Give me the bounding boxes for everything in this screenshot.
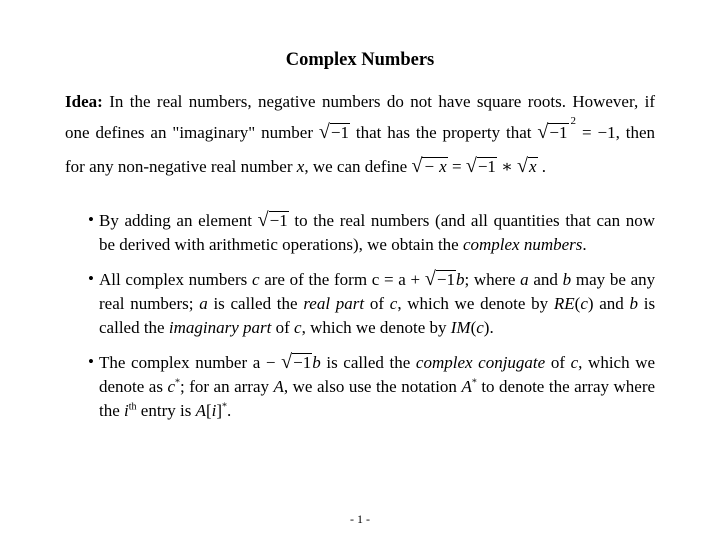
idea-text: In the real numbers, negative numbers do not have square roots. However, if one defines an "imaginary" number [65, 92, 655, 142]
page-title: Complex Numbers [285, 50, 435, 70]
sqrt-x: √x [516, 155, 537, 177]
sqrt-neg1: √−1 [465, 155, 496, 177]
variable-x: x [296, 157, 305, 176]
list-item: • By adding an element √−1 to the real numbers (and all quantities that can now be derived with arithmetic operations), we obtain the complex numbers. [88, 209, 656, 254]
idea-text: that has the property that [355, 123, 532, 142]
conjugate-expression: a − [252, 353, 276, 372]
idea-label: Idea: [65, 92, 103, 111]
sqrt-neg1-squared: √−1 [537, 121, 568, 143]
bullet-list [88, 208, 655, 433]
sqrt-neg1: √−1 [424, 268, 455, 290]
sqrt-neg1: √−1 [281, 351, 312, 373]
equals: = [451, 157, 462, 176]
sqrt-neg1: √−1 [257, 209, 288, 231]
notation-re: RE [553, 294, 575, 313]
notation-im: IM [450, 318, 471, 337]
equation: = −1 [582, 123, 616, 142]
term-imaginary-part: imaginary part [168, 318, 272, 337]
multiply-operator: ∗ [501, 157, 513, 176]
term-complex-conjugate: complex conjugate [415, 353, 546, 372]
term-real-part: real part [303, 294, 365, 313]
sqrt-neg-x: √− x [411, 155, 447, 177]
form-expression: c = a + [371, 270, 421, 289]
idea-paragraph: Idea: In the real numbers, negative numbers do not have square roots. However, if one defines an "imaginary" number √−1 that has the property that $√-1^2= -1$, then for any non-negative real number x, we can define √− x = √−1 ∗ √x . [65, 86, 655, 182]
idea-text: , then for any non-negative real number [65, 123, 655, 176]
list-item: • The complex number a − √−1b is called the complex conjugate of c, which we denote as c*; for an array A, we also use the notation A* to denote the array where the $i^{th}$ entry is A[i]*. [88, 351, 656, 420]
exponent: 2 [570, 115, 576, 127]
term-complex-numbers: complex numbers [462, 235, 583, 254]
page-number: - 1 - [350, 512, 370, 526]
sqrt-neg1: √−1 [318, 121, 349, 143]
idea-text: , we can define [304, 157, 408, 176]
list-item: • All complex numbers c are of the form c = a + √−1b; where a and b may be any real numbers; a is called the real part of c, which we denote by RE(c) and b is called the imaginary part of c, which we denote by IM(c). [88, 268, 656, 337]
